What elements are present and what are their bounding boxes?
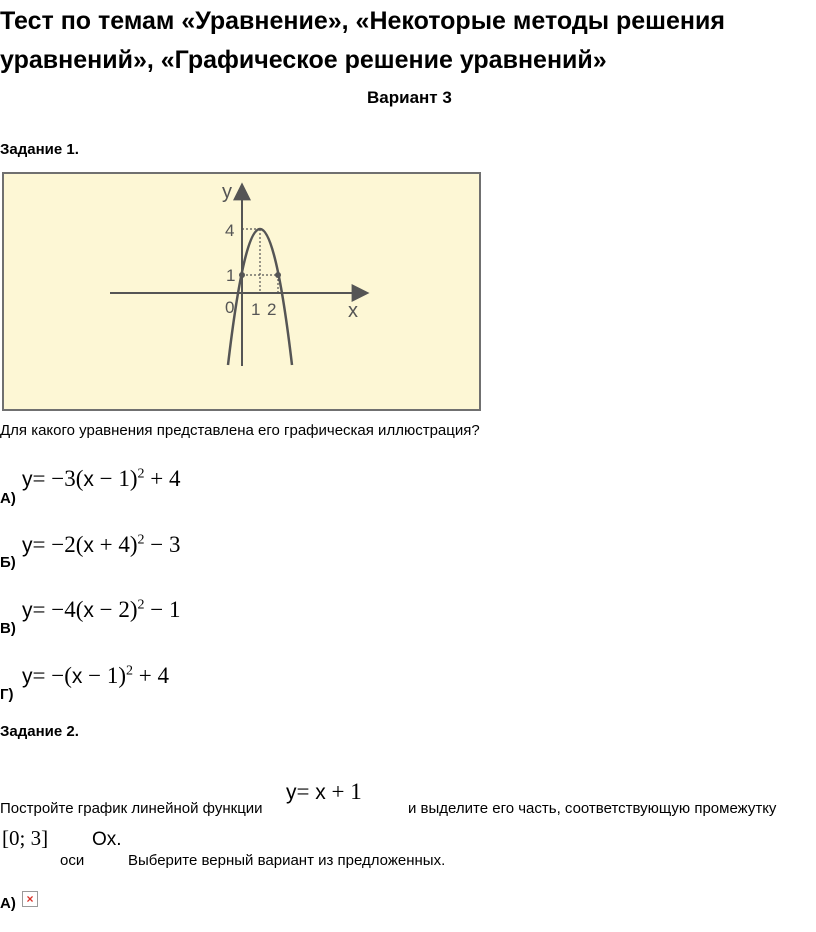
task2-option-a-letter: А) [0,895,16,912]
broken-image-icon: × [22,891,38,907]
x-tick-2: 2 [267,300,277,319]
task2-instruction: Выберите верный вариант из предложенных. [128,852,446,869]
task2-text-before: Постройте график линейной функции [0,800,263,817]
option-a-letter: А) [0,490,16,507]
task2-heading: Задание 2. [0,723,79,740]
task2-axis-word: оси [60,852,85,869]
task2-axis-name: Ox. [92,829,122,850]
option-v-letter: В) [0,620,16,637]
task2-function-formula: y= x + 1 [286,779,362,804]
option-g-formula: $y= -(x - 1)^2 + 4$ [22,663,169,688]
x-axis-label: x [348,300,358,322]
parabola-graph [4,174,479,409]
option-a-formula: $y= -3(x - 1)^2 + 4$ [22,466,181,491]
task2-text-after: и выделите его часть, соответствующую промежутку [408,800,777,817]
point-0-1 [239,272,245,278]
option-v-formula: $y= -4(x - 2)^2 - 1$ [22,597,181,622]
option-g-letter: Г) [0,686,14,703]
y-tick-4: 4 [225,221,235,240]
x-tick-1: 1 [251,300,261,319]
task1-heading: Задание 1. [0,141,79,158]
origin-label: 0 [225,298,235,317]
task1-graph-figure [2,172,481,411]
y-axis-label: y [222,181,232,203]
task1-question: Для какого уравнения представлена его графическая иллюстрация? [0,422,480,439]
document-title: Тест по темам «Уравнение», «Некоторые методы решения уравнений», «Графическое решение уравнений» [0,7,725,74]
task2-interval: [0; 3] [2,826,49,850]
option-b-letter: Б) [0,554,16,571]
point-2-1 [275,272,281,278]
variant-heading: Вариант 3 [367,88,452,107]
option-b-formula: $y= -2(x + 4)^2 - 3$ [22,532,181,557]
y-tick-1: 1 [226,266,236,285]
